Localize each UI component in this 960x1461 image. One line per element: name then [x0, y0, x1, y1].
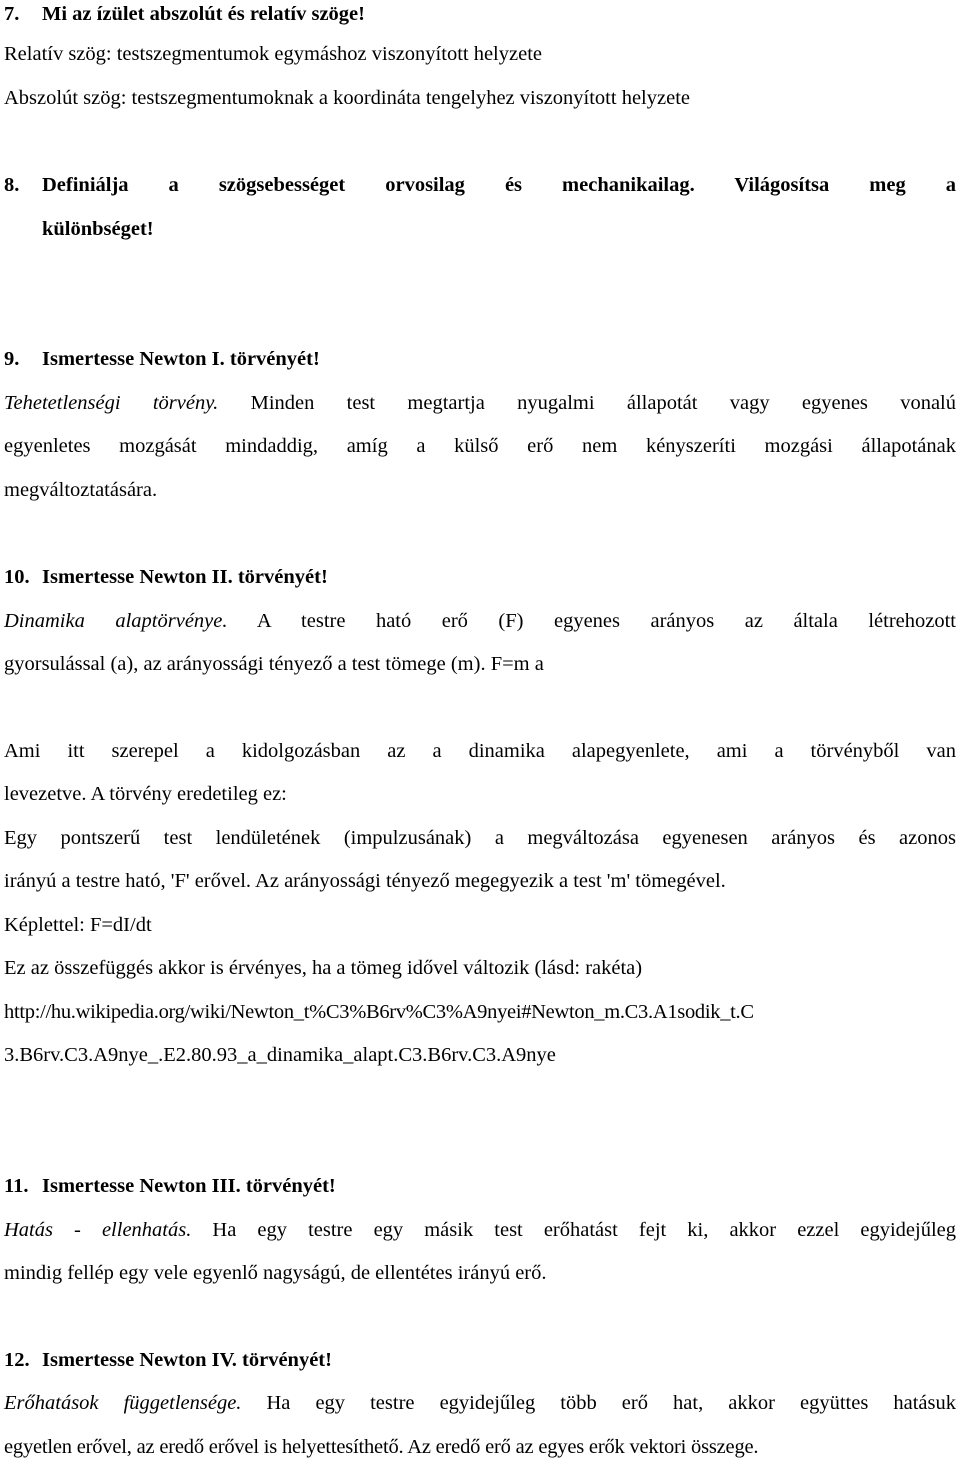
q11-number: 11.: [4, 1175, 29, 1197]
q9-law-name: Tehetetlenségi törvény.: [4, 392, 219, 414]
q10-line4: levezetve. A törvény eredetileg ez:: [4, 783, 287, 805]
q10-line7: Képlettel: F=dI/dt: [4, 914, 152, 936]
q8-title-line2: különbséget!: [42, 218, 154, 240]
q12-line1-rest: Ha egy testre egyidejűleg több erő hat, akkor együttes hatásuk: [241, 1392, 956, 1414]
q12-line2: egyetlen erővel, az eredő erővel is helyettesíthető. Az eredő erő az egyes erők vektori összege.: [4, 1436, 759, 1458]
q9-title: Ismertesse Newton I. törvényét!: [42, 348, 320, 370]
q7-heading: [4, 0, 956, 28]
q10-line5: Egy pontszerű test lendületének (impulzusának) a megváltozása egyenesen arányos és azonos: [4, 827, 956, 849]
q12-title: Ismertesse Newton IV. törvényét!: [42, 1349, 332, 1371]
q9-line1-rest: Minden test megtartja nyugalmi állapotát vagy egyenes vonalú: [218, 392, 956, 414]
q9-heading: [4, 345, 956, 373]
q10-url-line1[interactable]: http://hu.wikipedia.org/wiki/Newton_t%C3%B6rv%C3%A9nyei#Newton_m.C3.A1sodik_t.C: [4, 1001, 754, 1023]
q10-line3: Ami itt szerepel a kidolgozásban az a dinamika alapegyenlete, ami a törvényből van: [4, 740, 956, 762]
q10-title: Ismertesse Newton II. törvényét!: [42, 566, 328, 588]
q10-line8: Ez az összefüggés akkor is érvényes, ha a tömeg idővel változik (lásd: rakéta): [4, 957, 643, 979]
q11-line2: mindig fellép egy vele egyenlő nagyságú, de ellentétes irányú erő.: [4, 1262, 547, 1284]
q7-title: Mi az ízület abszolút és relatív szöge!: [42, 3, 365, 25]
q11-heading: [4, 1172, 956, 1200]
q11-line1: [4, 1216, 956, 1244]
q11-line1-rest: Ha egy testre egy másik test erőhatást fejt ki, akkor ezzel egyidejűleg: [191, 1219, 956, 1241]
q10-law-name: Dinamika alaptörvénye.: [4, 610, 228, 632]
q9-line2: egyenletes mozgását mindaddig, amíg a külső erő nem kényszeríti mozgási állapotának: [4, 435, 956, 457]
q12-number: 12.: [4, 1349, 30, 1371]
q7-line2: Abszolút szög: testszegmentumoknak a koordináta tengelyhez viszonyított helyzete: [4, 87, 690, 109]
q7-line1: Relatív szög: testszegmentumok egymáshoz viszonyított helyzete: [4, 43, 542, 65]
q9-line3: megváltoztatására.: [4, 479, 158, 501]
q9-line1: [4, 389, 956, 417]
q11-law-name: Hatás - ellenhatás.: [4, 1219, 192, 1241]
q10-line1-rest: A testre ható erő (F) egyenes arányos az általa létrehozott: [227, 610, 956, 632]
q10-line1: [4, 607, 956, 635]
q8-heading-line1: [4, 171, 956, 199]
q12-law-name: Erőhatások függetlensége.: [4, 1392, 242, 1414]
q10-url-line2[interactable]: 3.B6rv.C3.A9nye_.E2.80.93_a_dinamika_alapt.C3.B6rv.C3.A9nye: [4, 1044, 556, 1066]
q10-heading: [4, 563, 956, 591]
q10-number: 10.: [4, 566, 30, 588]
q10-line2: gyorsulással (a), az arányossági tényező a test tömege (m). F=m a: [4, 653, 544, 675]
q10-line6: irányú a testre ható, 'F' erővel. Az arányossági tényező megegyezik a test 'm' tömegével.: [4, 870, 726, 892]
q12-heading: [4, 1346, 956, 1374]
q8-number: 8.: [4, 174, 20, 196]
q12-line1: [4, 1389, 956, 1417]
q7-number: 7.: [4, 3, 20, 25]
q11-title: Ismertesse Newton III. törvényét!: [42, 1175, 336, 1197]
q9-number: 9.: [4, 348, 20, 370]
q8-title-line1: Definiálja a szögsebességet orvosilag és mechanikailag. Világosítsa meg a: [42, 174, 956, 196]
